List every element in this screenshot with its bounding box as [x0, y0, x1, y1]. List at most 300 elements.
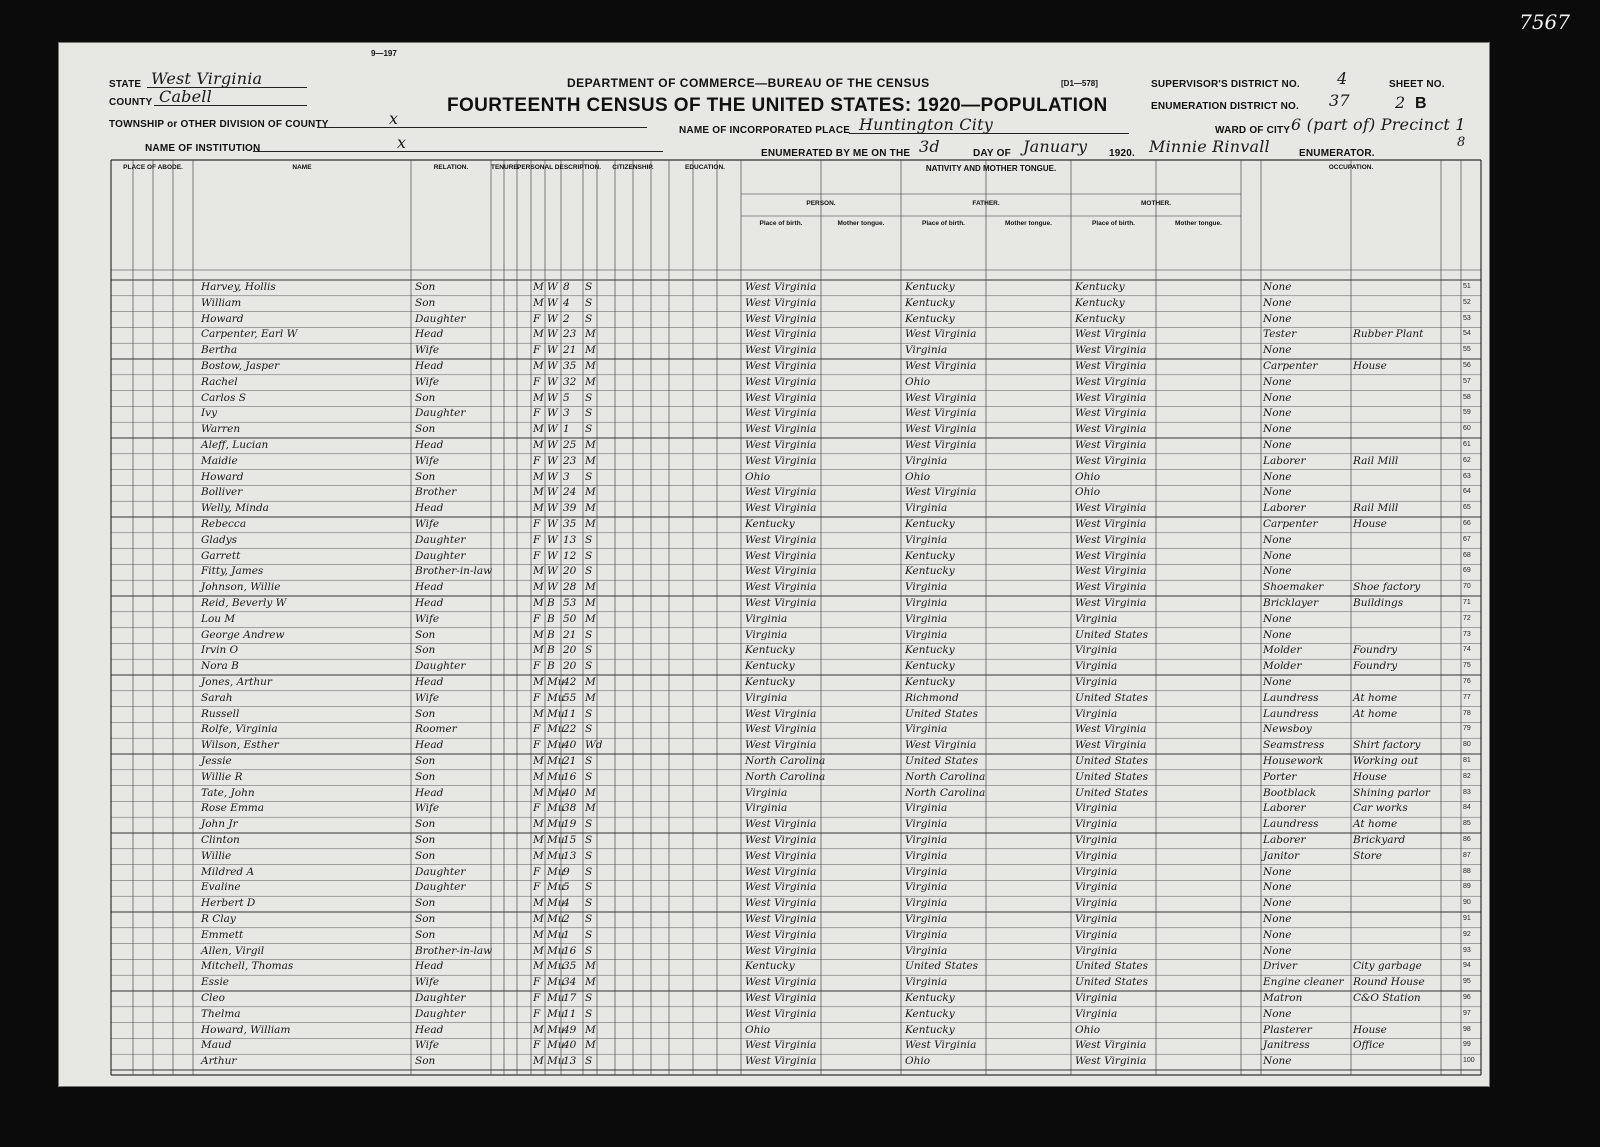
cell-fpob: Virginia — [905, 597, 948, 609]
cell-fpob: Virginia — [905, 502, 948, 515]
cell-age: 12 — [563, 549, 577, 562]
cell-fpob: Virginia — [905, 834, 948, 846]
cell-fpob: Virginia — [905, 628, 948, 641]
col-pob-person: Place of birth. — [759, 220, 803, 227]
cell-age: 34 — [563, 976, 577, 989]
cell-race: W — [547, 360, 558, 372]
col-group-person: PERSON. — [806, 200, 836, 207]
cell-mpob: United States — [1075, 976, 1148, 989]
cell-mpob: Virginia — [1075, 913, 1118, 925]
cell-pob: West Virginia — [745, 992, 817, 1004]
cell-pob: West Virginia — [745, 739, 817, 752]
cell-age: 3 — [563, 407, 570, 420]
cell-rel: Head — [415, 739, 444, 752]
cell-rel: Head — [415, 328, 444, 341]
row-number: 94 — [1463, 962, 1471, 970]
cell-name: Rebecca — [201, 518, 247, 530]
cell-fpob: Kentucky — [905, 660, 955, 673]
cell-occ: None — [1263, 628, 1292, 641]
cell-rel: Wife — [415, 976, 440, 989]
cell-rel: Son — [415, 770, 436, 783]
row-number: 56 — [1463, 362, 1471, 369]
ward-extra: 8 — [1457, 135, 1466, 150]
cell-mpob: West Virginia — [1075, 375, 1147, 388]
cell-fpob: West Virginia — [905, 391, 977, 404]
cell-name: Clinton — [201, 834, 240, 846]
cell-fpob: Virginia — [905, 976, 948, 989]
cell-ind: Shoe factory — [1353, 581, 1421, 594]
cell-ms: S — [585, 533, 593, 546]
cell-pob: West Virginia — [745, 312, 817, 325]
cell-mpob: West Virginia — [1075, 502, 1147, 515]
cell-fpob: Virginia — [905, 849, 948, 862]
cell-sex: F — [533, 976, 541, 989]
cell-occ: None — [1263, 407, 1292, 420]
cell-occ: None — [1263, 281, 1292, 293]
cell-sex: F — [533, 612, 541, 625]
cell-rel: Son — [415, 849, 436, 862]
row-number: 98 — [1463, 1025, 1471, 1033]
cell-sex: M — [533, 581, 544, 594]
row-number: 85 — [1463, 820, 1471, 828]
cell-sex: F — [533, 549, 541, 562]
cell-age: 40 — [563, 786, 577, 799]
cell-pob: West Virginia — [745, 533, 817, 546]
cell-pob: West Virginia — [745, 549, 817, 562]
cell-race: Mu — [547, 897, 565, 910]
county-value: Cabell — [159, 87, 212, 106]
row-number: 54 — [1463, 330, 1471, 338]
cell-sex: M — [533, 1023, 544, 1036]
cell-ind: C&O Station — [1353, 992, 1421, 1004]
cell-race: Mu — [547, 1007, 565, 1020]
cell-race: Mu — [547, 865, 565, 878]
cell-occ: Housework — [1263, 755, 1324, 767]
cell-occ: None — [1263, 391, 1292, 404]
cell-pob: West Virginia — [745, 723, 817, 736]
cell-name: Lou M — [201, 612, 236, 625]
row-number: 76 — [1463, 678, 1471, 685]
cell-pob: West Virginia — [745, 439, 817, 451]
row-number: 83 — [1463, 788, 1471, 796]
row-number: 100 — [1463, 1057, 1475, 1065]
cell-fpob: Virginia — [905, 344, 948, 357]
cell-fpob: Virginia — [905, 581, 948, 594]
cell-ind: House — [1353, 518, 1387, 530]
supervisor-value: 4 — [1337, 69, 1348, 88]
cell-race: W — [547, 375, 558, 388]
cell-sex: M — [533, 913, 544, 925]
row-number: 90 — [1463, 899, 1471, 907]
row-number: 57 — [1463, 377, 1471, 385]
cell-age: 40 — [563, 739, 577, 752]
cell-age: 25 — [563, 439, 577, 451]
cell-race: Mu — [547, 1055, 565, 1068]
cell-ms: S — [585, 391, 593, 404]
cell-pob: West Virginia — [745, 423, 817, 436]
cell-rel: Son — [415, 707, 436, 720]
cell-ind: House — [1353, 770, 1387, 783]
cell-fpob: Kentucky — [905, 518, 955, 530]
cell-sex: F — [533, 691, 541, 704]
cell-rel: Head — [415, 1023, 444, 1036]
cell-ind: Rubber Plant — [1353, 328, 1424, 341]
cell-ms: M — [585, 1039, 596, 1052]
cell-name: Welly, Minda — [201, 502, 269, 515]
cell-occ: Laborer — [1263, 802, 1306, 815]
cell-occ: None — [1263, 897, 1292, 910]
cell-fpob: West Virginia — [905, 739, 977, 752]
cell-age: 17 — [563, 992, 577, 1004]
cell-mpob: Virginia — [1075, 818, 1118, 831]
cell-mpob: West Virginia — [1075, 581, 1147, 594]
cell-ind: Store — [1353, 849, 1382, 862]
cell-sex: M — [533, 960, 544, 973]
cell-rel: Son — [415, 628, 436, 641]
cell-name: Howard — [201, 470, 244, 483]
cell-ind: Office — [1353, 1039, 1385, 1052]
cell-age: 19 — [563, 818, 577, 831]
row-number: 91 — [1463, 915, 1471, 922]
cell-sex: M — [533, 470, 544, 483]
row-number: 97 — [1463, 1009, 1471, 1017]
row-number: 65 — [1463, 504, 1471, 512]
cell-fpob: Kentucky — [905, 1007, 955, 1020]
cell-ms: S — [585, 944, 593, 957]
cell-race: W — [547, 312, 558, 325]
cell-ms: S — [585, 644, 593, 657]
col-group-name: NAME — [292, 164, 312, 171]
cell-age: 13 — [563, 1055, 577, 1068]
cell-sex: M — [533, 502, 544, 515]
cell-rel: Daughter — [415, 881, 466, 894]
department-heading: DEPARTMENT OF COMMERCE—BUREAU OF THE CENSUS — [567, 76, 930, 90]
cell-mpob: Virginia — [1075, 644, 1118, 657]
cell-pob: Virginia — [745, 802, 788, 815]
cell-sex: F — [533, 1039, 541, 1052]
cell-ms: M — [585, 802, 596, 815]
row-number: 82 — [1463, 772, 1471, 780]
incorporated-place-value: Huntington City — [859, 115, 993, 134]
cell-race: Mu — [547, 944, 565, 957]
cell-race: Mu — [547, 770, 565, 783]
cell-age: 23 — [563, 454, 577, 467]
row-number: 70 — [1463, 583, 1471, 591]
row-number: 86 — [1463, 836, 1471, 843]
cell-sex: M — [533, 597, 544, 609]
cell-sex: M — [533, 296, 544, 309]
cell-race: W — [547, 533, 558, 546]
cell-pob: West Virginia — [745, 1055, 817, 1068]
cell-age: 21 — [563, 755, 577, 767]
cell-fpob: North Carolina — [905, 786, 986, 799]
cell-age: 13 — [563, 849, 577, 862]
enumerator-name: Minnie Rinvall — [1149, 137, 1270, 156]
cell-race: W — [547, 344, 558, 357]
cell-race: W — [547, 281, 558, 293]
cell-occ: Carpenter — [1263, 360, 1318, 372]
census-sheet — [58, 42, 1490, 1087]
cell-pob: Virginia — [745, 786, 788, 799]
cell-occ: None — [1263, 944, 1292, 957]
cell-race: Mu — [547, 881, 565, 894]
cell-mpob: Virginia — [1075, 802, 1118, 815]
cell-fpob: Ohio — [905, 470, 931, 483]
cell-sex: M — [533, 834, 544, 846]
row-number: 68 — [1463, 551, 1471, 559]
cell-race: Mu — [547, 976, 565, 989]
cell-rel: Wife — [415, 518, 440, 530]
cell-rel: Son — [415, 818, 436, 831]
cell-fpob: Kentucky — [905, 644, 955, 657]
cell-mpob: West Virginia — [1075, 391, 1147, 404]
cell-rel: Brother-in-law — [415, 565, 493, 578]
cell-mpob: Ohio — [1075, 470, 1101, 483]
cell-occ: None — [1263, 928, 1292, 941]
cell-race: W — [547, 518, 558, 530]
cell-rel: Daughter — [415, 1007, 466, 1020]
cell-fpob: Virginia — [905, 881, 948, 894]
cell-sex: M — [533, 755, 544, 767]
cell-occ: Molder — [1263, 644, 1302, 657]
cell-race: Mu — [547, 818, 565, 831]
cell-sex: M — [533, 486, 544, 499]
ward-value: 6 (part of) Precinct 1 — [1291, 115, 1466, 134]
cell-age: 11 — [563, 707, 577, 720]
cell-mpob: West Virginia — [1075, 439, 1147, 451]
cell-ind: At home — [1353, 707, 1398, 720]
cell-mpob: Kentucky — [1075, 281, 1125, 293]
cell-age: 38 — [563, 802, 577, 815]
cell-ms: M — [585, 486, 596, 499]
row-number: 77 — [1463, 693, 1471, 701]
cell-occ: None — [1263, 913, 1292, 925]
cell-mpob: West Virginia — [1075, 723, 1147, 736]
cell-age: 3 — [563, 470, 570, 483]
sheet-label: SHEET NO. — [1389, 79, 1445, 90]
cell-ms: S — [585, 660, 593, 673]
cell-race: B — [547, 660, 555, 673]
col-group-citizenship: CITIZENSHIP. — [612, 164, 654, 171]
cell-pob: Kentucky — [745, 644, 795, 657]
cell-pob: Virginia — [745, 628, 788, 641]
cell-pob: West Virginia — [745, 565, 817, 578]
col-tongue-person: Mother tongue. — [837, 220, 885, 227]
cell-occ: Laundress — [1263, 707, 1319, 720]
cell-rel: Wife — [415, 612, 440, 625]
cell-name: Rose Emma — [201, 802, 265, 815]
cell-sex: F — [533, 407, 541, 420]
cell-race: Mu — [547, 1039, 565, 1052]
cell-ind: At home — [1353, 691, 1398, 704]
cell-race: W — [547, 296, 558, 309]
col-group-father: FATHER. — [972, 200, 1000, 207]
cell-rel: Wife — [415, 344, 440, 357]
cell-pob: West Virginia — [745, 296, 817, 309]
cell-occ: None — [1263, 486, 1292, 499]
cell-fpob: West Virginia — [905, 439, 977, 451]
cell-sex: F — [533, 454, 541, 467]
row-number: 73 — [1463, 630, 1471, 638]
cell-fpob: Kentucky — [905, 565, 955, 578]
cell-ms: S — [585, 755, 593, 767]
cell-occ: None — [1263, 470, 1292, 483]
cell-occ: None — [1263, 312, 1292, 325]
row-number: 58 — [1463, 393, 1471, 401]
cell-mpob: Ohio — [1075, 1023, 1101, 1036]
cell-mpob: Virginia — [1075, 707, 1118, 720]
cell-name: Reid, Beverly W — [201, 597, 287, 609]
cell-rel: Son — [415, 644, 436, 657]
cell-ms: M — [585, 612, 596, 625]
cell-ind: At home — [1353, 818, 1398, 831]
cell-rel: Brother — [415, 486, 457, 499]
page-title: FOURTEENTH CENSUS OF THE UNITED STATES: 1920—POPULATION — [447, 95, 1108, 116]
row-number: 60 — [1463, 425, 1471, 433]
cell-ms: M — [585, 691, 596, 704]
cell-age: 23 — [563, 328, 577, 341]
cell-age: 1 — [563, 928, 570, 941]
cell-rel: Son — [415, 423, 436, 436]
cell-name: Rolfe, Virginia — [201, 723, 278, 736]
cell-pob: West Virginia — [745, 344, 817, 357]
cell-ms: S — [585, 992, 593, 1004]
cell-mpob: West Virginia — [1075, 597, 1147, 609]
cell-ms: M — [585, 328, 596, 341]
cell-sex: M — [533, 818, 544, 831]
cell-race: W — [547, 423, 558, 436]
cell-sex: F — [533, 992, 541, 1004]
cell-ms: M — [585, 976, 596, 989]
cell-race: W — [547, 581, 558, 594]
row-number: 89 — [1463, 883, 1471, 891]
cell-mpob: Kentucky — [1075, 296, 1125, 309]
cell-age: 49 — [563, 1023, 577, 1036]
cell-age: 21 — [563, 344, 577, 357]
cell-pob: West Virginia — [745, 913, 817, 925]
form-code: [D1—578] — [1061, 79, 1098, 88]
cell-mpob: West Virginia — [1075, 565, 1147, 578]
cell-age: 42 — [563, 676, 577, 688]
cell-mpob: Virginia — [1075, 928, 1118, 941]
cell-race: Mu — [547, 755, 565, 767]
cell-occ: Laundress — [1263, 818, 1319, 831]
cell-fpob: Virginia — [905, 533, 948, 546]
cell-pob: West Virginia — [745, 581, 817, 594]
cell-fpob: Virginia — [905, 913, 948, 925]
cell-name: Cleo — [201, 992, 225, 1004]
cell-age: 32 — [563, 375, 577, 388]
cell-sex: M — [533, 770, 544, 783]
cell-mpob: United States — [1075, 755, 1148, 767]
cell-pob: Kentucky — [745, 518, 795, 530]
cell-name: Thelma — [201, 1007, 241, 1020]
col-tongue-father: Mother tongue. — [1005, 220, 1052, 227]
cell-sex: M — [533, 439, 544, 451]
cell-fpob: West Virginia — [905, 360, 977, 372]
cell-ms: S — [585, 818, 593, 831]
cell-ms: S — [585, 849, 593, 862]
cell-occ: Matron — [1263, 992, 1303, 1004]
cell-fpob: North Carolina — [905, 770, 986, 783]
cell-name: Nora B — [201, 660, 239, 673]
cell-occ: None — [1263, 1055, 1292, 1068]
cell-race: Mu — [547, 834, 565, 846]
cell-name: Allen, Virgil — [201, 944, 265, 957]
cell-occ: None — [1263, 1007, 1292, 1020]
cell-rel: Brother-in-law — [415, 944, 493, 957]
cell-name: Evaline — [201, 881, 241, 894]
cell-age: 20 — [563, 565, 577, 578]
row-number: 81 — [1463, 757, 1471, 764]
cell-occ: Seamstress — [1263, 739, 1325, 752]
cell-sex: F — [533, 723, 541, 736]
cell-pob: Virginia — [745, 691, 788, 704]
row-number: 74 — [1463, 646, 1471, 654]
cell-ms: Wd — [585, 739, 603, 752]
row-number: 71 — [1463, 599, 1471, 606]
cell-mpob: West Virginia — [1075, 1055, 1147, 1068]
row-number: 55 — [1463, 346, 1471, 354]
cell-pob: Ohio — [745, 1023, 771, 1036]
cell-rel: Son — [415, 928, 436, 941]
cell-age: 21 — [563, 628, 577, 641]
cell-age: 9 — [563, 865, 570, 878]
cell-ms: M — [585, 344, 596, 357]
cell-age: 13 — [563, 533, 577, 546]
cell-mpob: Virginia — [1075, 676, 1118, 688]
row-number: 93 — [1463, 946, 1471, 954]
cell-name: Maud — [201, 1039, 232, 1052]
incorporated-place-label: NAME OF INCORPORATED PLACE — [679, 125, 851, 136]
form-number: 9—197 — [371, 49, 397, 58]
cell-fpob: Kentucky — [905, 281, 955, 293]
cell-rel: Head — [415, 502, 444, 515]
cell-sex: F — [533, 660, 541, 673]
cell-age: 5 — [563, 391, 570, 404]
cell-fpob: Kentucky — [905, 992, 955, 1004]
cell-name: Howard, William — [201, 1023, 291, 1036]
cell-fpob: Richmond — [905, 691, 959, 704]
cell-fpob: Ohio — [905, 1055, 931, 1068]
cell-occ: Molder — [1263, 660, 1302, 673]
cell-ms: S — [585, 834, 593, 846]
cell-ms: M — [585, 502, 596, 515]
cell-pob: West Virginia — [745, 486, 817, 499]
cell-occ: Engine cleaner — [1263, 976, 1344, 989]
day-of-label: DAY OF — [973, 148, 1011, 159]
cell-sex: F — [533, 375, 541, 388]
enumeration-value: 37 — [1329, 91, 1350, 110]
cell-fpob: United States — [905, 755, 978, 767]
cell-age: 35 — [563, 960, 577, 973]
archive-stamp-number: 7567 — [1519, 10, 1570, 34]
cell-ind: Car works — [1353, 802, 1408, 815]
cell-ms: S — [585, 312, 593, 325]
row-number: 61 — [1463, 441, 1471, 448]
cell-rel: Daughter — [415, 660, 466, 673]
cell-age: 8 — [563, 281, 570, 293]
cell-occ: Plasterer — [1263, 1023, 1312, 1036]
cell-pob: West Virginia — [745, 849, 817, 862]
cell-occ: Porter — [1263, 770, 1297, 783]
enumerator-label: ENUMERATOR. — [1299, 148, 1375, 159]
cell-occ: None — [1263, 612, 1292, 625]
cell-mpob: United States — [1075, 960, 1148, 973]
cell-pob: West Virginia — [745, 834, 817, 846]
cell-name: Mildred A — [201, 865, 255, 878]
cell-rel: Wife — [415, 375, 440, 388]
